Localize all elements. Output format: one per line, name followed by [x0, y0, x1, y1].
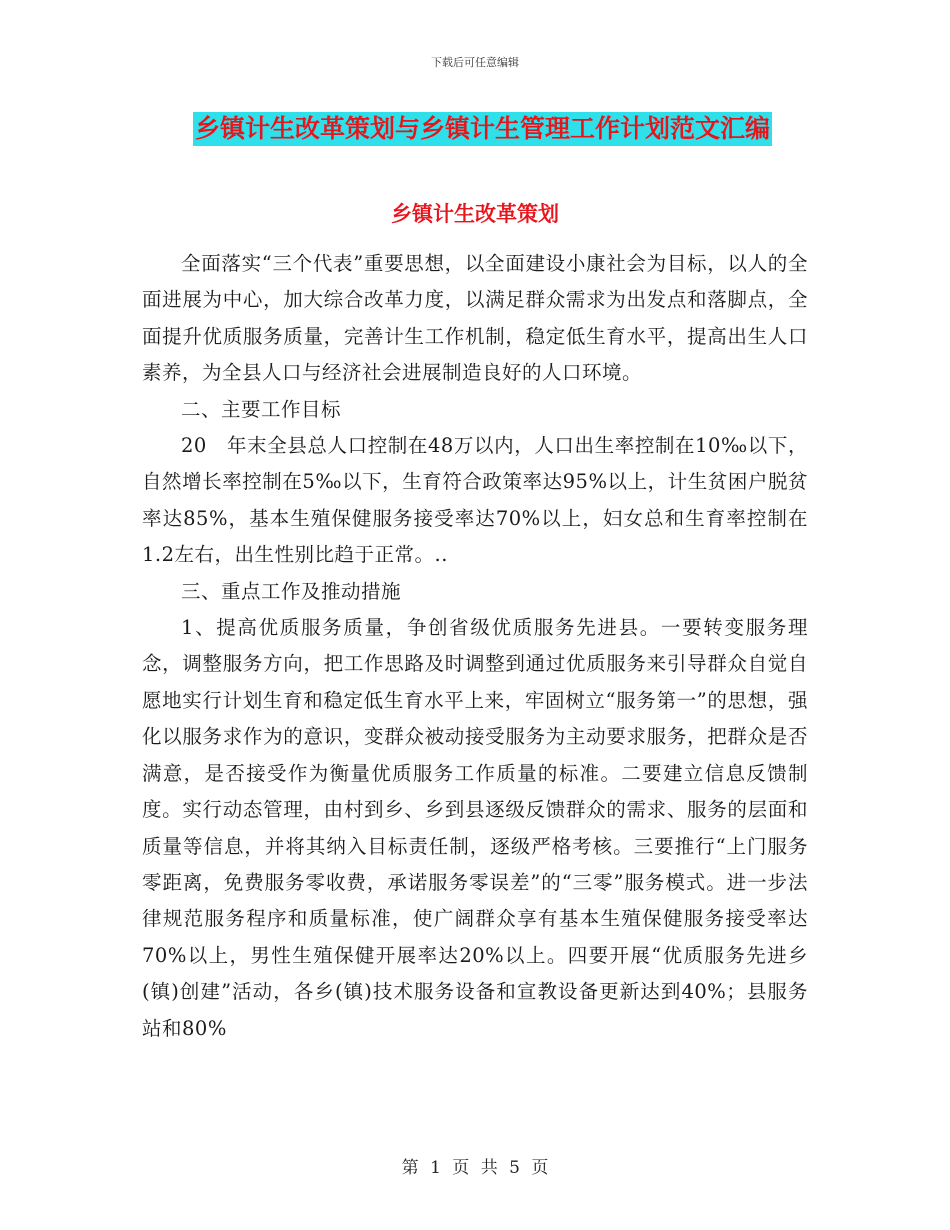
- paragraph: 三、重点工作及推动措施: [181, 579, 402, 603]
- paragraph: 全面落实“三个代表”重要思想，以全面建设小康社会为目标，以人的全面进展为中心，加大综合改革力度，以满足群众需求为出发点和落脚点，全面提升优质服务质量，完善计生工作机制，稳定低生育水平，提高出生人口素养，为全县人口与经济社会进展制造良好的人口环境。: [142, 252, 808, 385]
- paragraph: 1、提高优质服务质量，争创省级优质服务先进县。一要转变服务理念，调整服务方向，把工作思路及时调整到通过优质服务来引导群众自觉自愿地实行计划生育和稳定低生育水平上来，牢固树立“服务第一”的思想，强化以服务求作为的意识，变群众被动接受服务为主动要求服务，把群众是否满意，是否接受作为衡量优质服务工作质量的标准。二要建立信息反馈制度。实行动态管理，由村到乡、乡到县逐级反馈群众的需求、服务的层面和质量等信息，并将其纳入目标责任制，逐级严格考核。三要推行“上门服务零距离，免费服务零收费，承诺服务零误差”的“三零”服务模式。进一步法律规范服务程序和质量标准，使广阔群众享有基本生殖保健服务接受率达70%以上，男性生殖保健开展率达20%以上。四要开展“优质服务先进乡(镇)创建”活动，各乡(镇)技术服务设备和宣教设备更新达到40%；县服务站和80%: [142, 616, 808, 1040]
- header-note: 下载后可任意编辑: [431, 56, 519, 69]
- paragraph: 20 年末全县总人口控制在48万以内，人口出生率控制在10‰以下，自然增长率控制在5‰以下，生育符合政策率达95%以上，计生贫困户脱贫率达85%，基本生殖保健服务接受率达70%以上，妇女总和生育率控制在1.2左右，出生性别比趋于正常。..: [142, 434, 808, 567]
- document-title: 乡镇计生改革策划与乡镇计生管理工作计划范文汇编: [193, 112, 772, 146]
- section-title: 乡镇计生改革策划: [391, 202, 559, 226]
- body-text: [142, 246, 808, 1047]
- page-footer: 第 1 页 共 5 页: [401, 1158, 549, 1178]
- paragraph: 二、主要工作目标: [181, 397, 342, 421]
